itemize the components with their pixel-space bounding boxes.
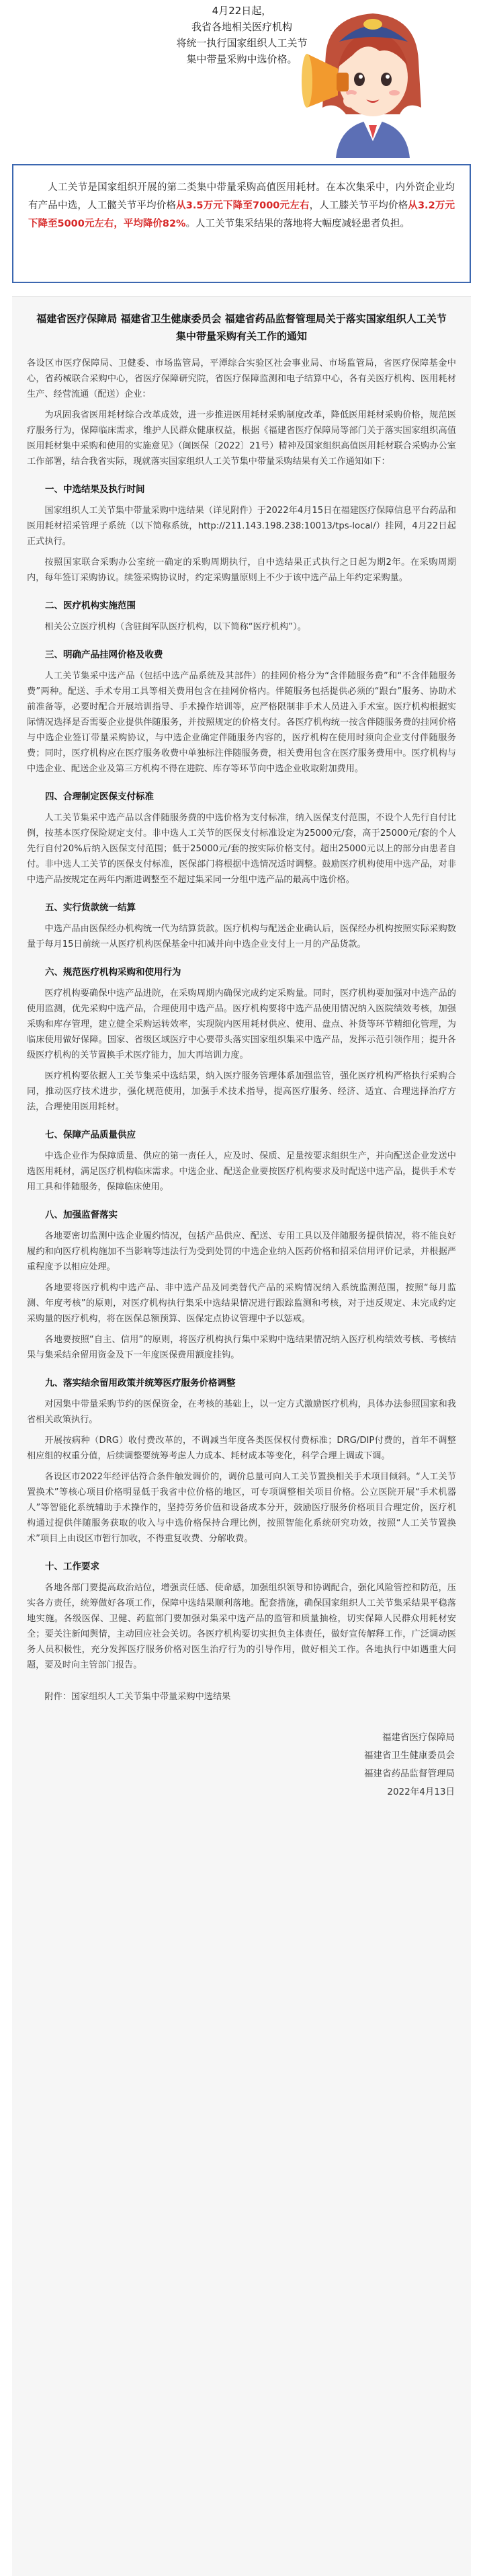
- section-paragraph: 人工关节集采中选产品以含伴随服务费的中选价格为支付标准，纳入医保支付范围，不设个人先行自付比例，按基本医疗保险规定支付。非中选人工关节的医保支付标准设定为25000元/套，高于25000元/套的个人先行自付20%后纳入医保支付范围；低于25000元/套的按实际价格支付。超出25000元以上的部分由患者自付。非中选人工关节的医保支付标准，医保部门将根据中选情况适时调整。鼓励医疗机构使用中选产品，对非中选产品按规定在两年内渐进调整至不超过集采同一分组中选产品的最高中选价格。: [27, 813, 456, 885]
- summary-highlight-box: [12, 164, 471, 283]
- intro-line: 我省各地相关医疗机构: [191, 21, 292, 33]
- notice-addressee: 各设区市医疗保障局、卫健委、市场监管局，平潭综合实验区社会事业局、市场监管局，省医疗保障基金中心，省药械联合采购中心，省医疗保障研究院，省医疗保障监测和电子结算中心，各有关医疗机构、医用耗材生产、经营流通（配送）企业：: [27, 358, 456, 399]
- section-paragraph: 按照国家联合采购办公室统一确定的采购周期执行，自中选结果正式执行之日起为期2年。在采购周期内，每年签订采购协议。续签采购协议时，约定采购量原则上不少于该中选产品上年约定采购量。: [27, 557, 456, 583]
- section-paragraph: 各设区市2022年经评估符合条件触发调价的，调价总量可向人工关节置换相关手术项目倾斜。“人工关节置换术”等核心项目价格明显低于我省中位价格的地区，可专项调整相关项目价格。公立医院开展“手术机器人”等智能化系统辅助手术操作的，坚持劳务价值和设备成本分开，鼓励医疗服务价格项目合理定价，医疗机构通过提供伴随服务获取的收入与中选价格保持合理比例，按照智能化系统研究功效，按照“人工关节置换术”项目上由设区市暂行加收，不得重复收费、分解收费。: [27, 1472, 456, 1544]
- section-paragraph: 各地要将医疗机构中选产品、非中选产品及同类替代产品的采购情况纳入系统监测范围，按照“每月监测、年度考核”的原则，对医疗机构执行集采中选结果情况进行跟踪监测和考核，对于违反规定、未完成约定采购量的医疗机构，将在医保总额预算、医保定点协议管理中予以惩戒。: [27, 1283, 456, 1324]
- section-heading: 一、中选结果及执行时间: [45, 484, 145, 495]
- summary-text-3: 。人工关节集采结果的落地将大幅度减轻患者负担。: [185, 219, 410, 229]
- section-heading: 八、加强监督落实: [45, 1210, 118, 1220]
- section-heading: 七、保障产品质量供应: [45, 1130, 136, 1140]
- section-paragraph: 各地要密切监测中选企业履约情况，包括产品供应、配送、专用工具以及伴随服务提供情况，将不能良好履约和向医疗机构施加不当影响等违法行为受到处罚的中选企业纳入医药价格和招采信用评价记录，并根据严重程度予以相应处理。: [27, 1231, 456, 1272]
- section-paragraph: 开展按病种（DRG）收付费改革的，不调减当年度各类医保权付费标准；DRG/DIP付费的，首年不调整相应组的权重分值，后续调整要统筹考虑人力成本、耗材成本等变化，科学合理上调或下调。: [27, 1436, 456, 1461]
- signature-block: [27, 1729, 456, 1801]
- section-paragraph: 人工关节集采中选产品（包括中选产品系统及其部件）的挂网价格分为“含伴随服务费”和“不含伴随服务费”两种。配送、手术专用工具等相关费用包含在挂网价格内。伴随服务包括提供必须的“跟台”服务、协助术前准备等，必要时配合开展培训指导、手术操作培训等，应严格限制非手术人员进入手术室。医疗机构根据实际情况选择是否需要企业提供伴随服务，并按照规定的价格支付。各医疗机构统一按含伴随服务费的挂网价格与中选企业签订带量采购协议，与中选企业确定伴随服务内容的，医疗机构在使用时须向企业支付伴随服务费；同时，医疗机构应在医疗服务收费中单独标注伴随服务费，相关费用包含在医疗服务费用中。医疗机构与中选企业、配送企业及第三方机构不得在进院、库存等环节向中选企业收取附加费用。: [27, 671, 456, 774]
- section-paragraph: 各地要按照“自主、信用”的原则，将医疗机构执行集中采购中选结果情况纳入医疗机构绩效考核、考核结果与集采结余留用资金及下一年度医保费用额度挂钩。: [27, 1335, 456, 1360]
- section-heading: 三、明确产品挂网价格及收费: [45, 650, 163, 660]
- section-heading: 五、实行货款统一结算: [45, 902, 136, 913]
- signature-line: 福建省药品监督管理局: [364, 1768, 455, 1779]
- section-paragraph: 国家组织人工关节集中带量采购中选结果（详见附件）于2022年4月15日在福建医疗保障信息平台药品和医用耗材招采管理子系统（以下简称系统，http://211.143.198.238:10013/tps-local/）挂网，4月22日起正式执行。: [27, 506, 456, 547]
- signature-date: 2022年4月13日: [387, 1787, 455, 1797]
- section-paragraph: 中选企业作为保障质量、供应的第一责任人，应及时、保质、足量按要求组织生产，并向配送企业发送中选医用耗材，满足医疗机构临床需求。中选企业、配送企业要按医疗机构要求及时配送中选产品，提供手术专用工具和伴随服务，保障临床使用。: [27, 1151, 456, 1192]
- notice-document: [12, 296, 471, 2576]
- hip-price-highlight: 从3.5万元下降至7000元左右: [176, 200, 310, 211]
- intro-line: 4月22日起，: [212, 5, 272, 17]
- section-heading: 九、落实结余留用政策并统筹医疗服务价格调整: [45, 1378, 236, 1389]
- section-paragraph: 相关公立医疗机构（含驻闽军队医疗机构，以下简称“医疗机构”）。: [44, 622, 306, 632]
- section-paragraph: 对因集中带量采购节约的医保资金，在考核的基础上，以一定方式激励医疗机构，具体办法参照国家和我省相关政策执行。: [27, 1399, 456, 1425]
- summary-text-1: 人工关节是国家组织开展的第二类集中带量采购高值医用耗材。在本次集采中，内外资企业均有产品中选，人工髋关节平均价格: [28, 182, 455, 211]
- knee-price-highlight: 从3.2万元下降至5000元左右，平均降价82%: [28, 200, 455, 229]
- attachment-note: 附件：国家组织人工关节集中带量采购中选结果: [44, 1692, 231, 1702]
- intro-line: 将统一执行国家组织人工关节: [176, 37, 308, 49]
- signature-line: 福建省卫生健康委员会: [364, 1750, 455, 1761]
- section-heading: 四、合理制定医保支付标准: [45, 791, 154, 802]
- section-paragraph: 各地各部门要提高政治站位，增强责任感、使命感，加强组织领导和协调配合，强化风险管控和防范，压实各方责任，统筹做好各项工作，保障中选结果顺利落地。配套措施，确保国家组织人工关节集采结果平稳落地实施。各级医保、卫健、药监部门要加强对集采中选产品的监管和质量抽检，切实保障人民群众用耗材安全；要关注新闻舆情，主动回应社会关切。各医疗机构要切实担负主体责任，做好宣传解释工作，广泛调动医务人员积极性，充分发挥医疗服务价格对医生治疗行为的引导作用，做好相关工作。各地执行中如遇重大问题，要及时向主管部门报告。: [27, 1583, 456, 1670]
- section-paragraph: 中选产品由医保经办机构统一代为结算货款。医疗机构与配送企业确认后，医保经办机构按照实际采购数量于每月15日前统一从医疗机构医保基金中扣减并向中选企业支付上一月的产品货款。: [27, 924, 456, 949]
- summary-text-2: ，人工膝关节平均价格: [309, 200, 408, 211]
- intro-line: 集中带量采购中选价格。: [186, 53, 298, 65]
- section-heading: 二、医疗机构实施范围: [45, 600, 136, 611]
- section-paragraph: 医疗机构要依据人工关节集采中选结果，纳入医疗服务管理体系加强监管，强化医疗机构严格执行采购合同，推动医疗技术进步，强化规范使用，加强手术技术指导，提高医疗服务、经济、适宜、合理选择治疗方法，合理使用医用耗材。: [27, 1071, 456, 1112]
- section-heading: 六、规范医疗机构采购和使用行为: [45, 967, 181, 978]
- notice-sections: [27, 481, 456, 1673]
- notice-opening: 为巩固我省医用耗材综合改革成效，进一步推进医用耗材采购制度改革，降低医用耗材采购价格，规范医疗服务行为，保障临床需求，维护人民群众健康权益，根据《福建省医疗保障局等部门关于落实国家组织高值医用耗材集中采购和使用的实施意见》（闽医保〔2022〕21号）精神及国家组织高值医用耗材联合采购办公室工作部署，结合我省实际，现就落实国家组织人工关节集中带量采购结果有关工作通知如下：: [27, 410, 456, 467]
- notice-title: 福建省医疗保障局 福建省卫生健康委员会 福建省药品监督管理局关于落实国家组织人工关节集中带量采购有关工作的通知: [36, 313, 447, 342]
- cartoon-girl-megaphone-illustration: [299, 7, 440, 161]
- signature-line: 福建省医疗保障局: [382, 1732, 455, 1743]
- section-paragraph: 医疗机构要确保中选产品进院，在采购周期内确保完成约定采购量。同时，医疗机构要加强对中选产品的使用监测，优先采购中选产品，合理使用中选产品。医疗机构要将中选产品使用情况纳入医院绩效考核，加强采购和库存管理，建立健全采购运转效率，实现院内医用耗材供应、使用、盘点、补货等环节精细化管理，为临床使用做好保障。国家、省级区域医疗中心要带头落实国家组织集采中选产品，发挥示范引领作用；提升各级医疗机构的关节置换手术医疗能力，加大再培训力度。: [27, 988, 456, 1060]
- section-heading: 十、工作要求: [45, 1561, 99, 1572]
- intro-section: [0, 0, 483, 161]
